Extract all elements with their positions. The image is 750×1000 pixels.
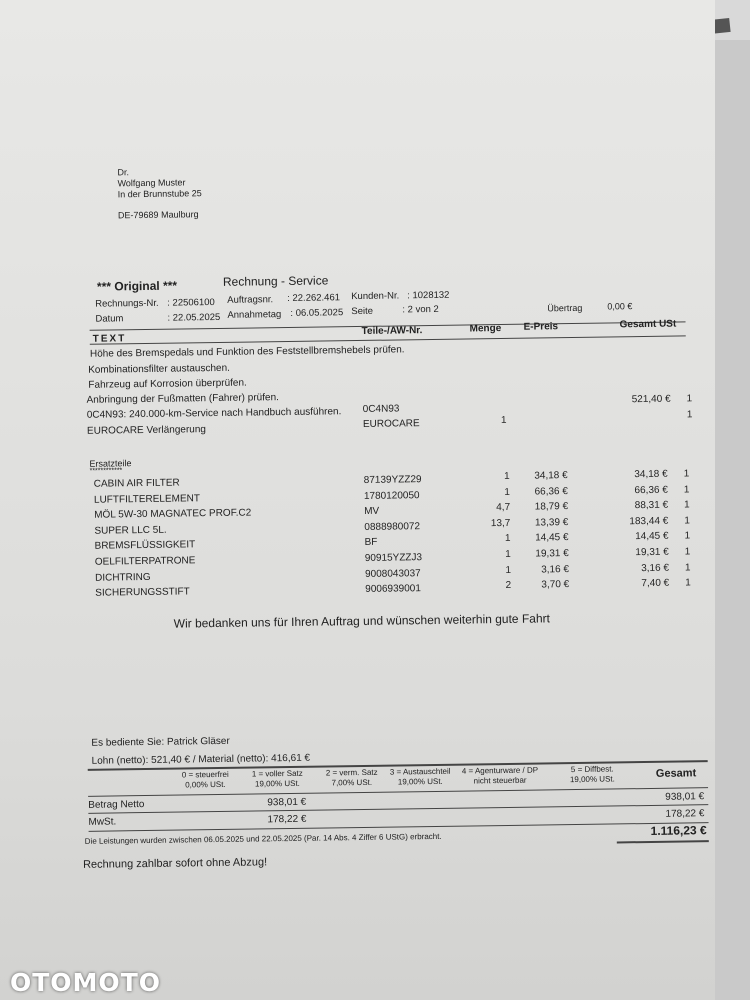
- part-menge: 1: [505, 564, 512, 576]
- part-menge: 1: [505, 548, 511, 560]
- annahme-label: Annahmetag: [227, 309, 282, 321]
- seite-value: : 2 von 2: [402, 303, 439, 316]
- part-ust: 1: [684, 561, 691, 574]
- service-item-code: EUROCARE: [362, 418, 420, 430]
- tax-col-4: 4 = Agenturware / DP nicht steuerbar: [461, 765, 539, 786]
- kundennr-value: : 1028132: [407, 289, 450, 302]
- uebertrag-value: 0,00 €: [607, 301, 633, 312]
- parts-title: Ersatzteile: [89, 458, 132, 469]
- part-name: DICHTRING: [94, 571, 151, 584]
- auftragsnr-label: Auftragsnr.: [227, 294, 274, 306]
- service-item-text: EUROCARE Verlängerung: [86, 424, 207, 437]
- col-teile: Teile-/AW-Nr.: [361, 325, 423, 337]
- part-gesamt: 3,16 €: [641, 562, 670, 574]
- part-menge: 2: [505, 580, 512, 592]
- part-menge: 1: [504, 486, 510, 498]
- part-gesamt: 34,18 €: [634, 468, 668, 481]
- col-gesamt: Gesamt USt: [619, 318, 677, 331]
- tax-col-1: 1 = voller Satz 19,00% USt.: [251, 768, 303, 789]
- served-by: Es bediente Sie: Patrick Gläser: [91, 735, 230, 749]
- datum-value: : 22.05.2025: [167, 311, 221, 324]
- auftragsnr-value: : 22.262.461: [287, 292, 341, 304]
- part-gesamt: 88,31 €: [634, 499, 669, 512]
- part-number: 90915YZZJ3: [364, 552, 423, 564]
- part-epreis: 3,16 €: [541, 563, 570, 576]
- grand-total-underline: [617, 840, 709, 843]
- service-item-menge: 1: [500, 414, 507, 427]
- part-ust: 1: [684, 546, 691, 558]
- service-item-ust: 1: [686, 393, 693, 405]
- original-marker: *** Original ***: [96, 278, 178, 294]
- part-name: CABIN AIR FILTER: [93, 477, 180, 490]
- part-name: SUPER LLC 5L.: [94, 524, 167, 537]
- lohn-material: Lohn (netto): 521,40 € / Material (netto): 416,61 €: [91, 752, 311, 767]
- part-menge: 4,7: [496, 502, 511, 514]
- part-number: 1780120050: [363, 489, 420, 502]
- uebertrag-label: Übertrag: [547, 302, 583, 314]
- payment-note: Rechnung zahlbar sofort ohne Abzug!: [82, 856, 268, 871]
- recipient-line-1: Dr.: [117, 167, 129, 178]
- part-epreis: 18,79 €: [534, 501, 569, 513]
- recipient-line-3: In der Brunnstube 25: [117, 188, 202, 200]
- part-gesamt: 183,44 €: [629, 515, 669, 528]
- betrag-netto-label: Betrag Netto: [88, 799, 145, 811]
- part-number: 9008043037: [364, 567, 421, 580]
- datum-label: Datum: [95, 313, 124, 325]
- tax-col-3: 3 = Austauschteil 19,00% USt.: [389, 766, 451, 787]
- part-menge: 13,7: [490, 517, 511, 529]
- parts-underline: ************: [89, 467, 123, 475]
- part-number: 9006939001: [365, 583, 421, 596]
- otomoto-watermark: OTOMOTO: [10, 968, 161, 997]
- service-line: Fahrzeug auf Korrosion überprüfen.: [88, 377, 247, 391]
- betrag-netto-col: 938,01 €: [267, 796, 307, 809]
- part-name: SICHERUNGSSTIFT: [95, 586, 190, 599]
- part-gesamt: 66,36 €: [634, 484, 668, 496]
- part-epreis: 14,45 €: [535, 532, 569, 544]
- tax-col-2: 2 = verm. Satz 7,00% USt.: [325, 767, 378, 788]
- part-menge: 1: [504, 533, 511, 545]
- invoice-title: Rechnung - Service: [222, 273, 329, 289]
- part-epreis: 66,36 €: [534, 485, 568, 498]
- part-ust: 1: [684, 499, 690, 511]
- part-epreis: 3,70 €: [541, 579, 570, 591]
- part-ust: 1: [685, 577, 691, 589]
- leistungen-note: Die Leistungen wurden zwischen 06.05.2025 und 22.05.2025 (Par. 14 Abs. 4 Ziffer 6 UStG) erbracht.: [84, 831, 442, 846]
- service-line: Höhe des Bremspedals und Funktion des Feststellbremshebels prüfen.: [89, 344, 405, 360]
- grand-total: 1.116,23 €: [650, 823, 707, 838]
- part-name: MÖL 5W-30 MAGNATEC PROF.C2: [94, 507, 252, 521]
- part-name: BREMSFLÜSSIGKEIT: [94, 539, 196, 553]
- part-ust: 1: [684, 530, 691, 542]
- part-gesamt: 7,40 €: [641, 577, 670, 590]
- tax-col-5: 5 = Diffbest. 19,00% USt.: [569, 764, 615, 785]
- service-line: Anbringung der Fußmatten (Fahrer) prüfen.: [86, 392, 279, 406]
- col-epreis: E-Preis: [523, 321, 559, 333]
- mwst-col: 178,22 €: [267, 813, 307, 826]
- recipient-line-2: Wolfgang Muster: [117, 177, 186, 189]
- rechnungsnr-value: : 22506100: [167, 297, 215, 309]
- thanks-message: Wir bedanken uns für Ihren Auftrag und wünschen weiterhin gute Fahrt: [173, 611, 550, 631]
- service-line: Kombinationsfilter austauschen.: [88, 362, 230, 376]
- recipient-line-4: DE-79689 Maulburg: [117, 209, 199, 221]
- part-epreis: 19,31 €: [535, 548, 569, 560]
- part-menge: 1: [504, 470, 510, 482]
- service-item-gesamt: 521,40 €: [631, 393, 671, 406]
- mwst-label: MwSt.: [88, 816, 117, 828]
- part-name: OELFILTERPATRONE: [94, 555, 196, 568]
- col-text: TEXT: [92, 333, 127, 345]
- gesamt-label: Gesamt: [655, 767, 697, 780]
- annahme-value: : 06.05.2025: [290, 307, 344, 319]
- tax-table-line-2: [88, 804, 708, 814]
- seite-label: Seite: [351, 305, 374, 318]
- part-number: 87139YZZ29: [363, 474, 422, 486]
- tax-col-0: 0 = steuerfrei 0,00% USt.: [181, 769, 229, 790]
- part-gesamt: 14,45 €: [635, 531, 669, 543]
- betrag-netto-total: 938,01 €: [665, 791, 705, 803]
- part-number: 0888980072: [364, 520, 421, 533]
- part-ust: 1: [683, 483, 690, 496]
- part-epreis: 13,39 €: [534, 516, 569, 529]
- service-item-ust: 1: [686, 409, 693, 421]
- rechnungsnr-label: Rechnungs-Nr.: [95, 297, 159, 310]
- part-ust: 1: [683, 468, 690, 480]
- col-menge: Menge: [469, 323, 502, 335]
- part-epreis: 34,18 €: [534, 470, 568, 482]
- service-item-text: 0C4N93: 240.000-km-Service nach Handbuch ausführen.: [86, 406, 342, 421]
- part-ust: 1: [684, 515, 690, 527]
- mwst-total: 178,22 €: [665, 808, 705, 820]
- part-number: BF: [364, 537, 378, 549]
- part-number: MV: [364, 505, 380, 518]
- part-name: LUFTFILTERELEMENT: [93, 492, 200, 506]
- kundennr-label: Kunden-Nr.: [351, 290, 400, 303]
- part-gesamt: 19,31 €: [635, 546, 669, 559]
- service-item-code: 0C4N93: [362, 403, 400, 415]
